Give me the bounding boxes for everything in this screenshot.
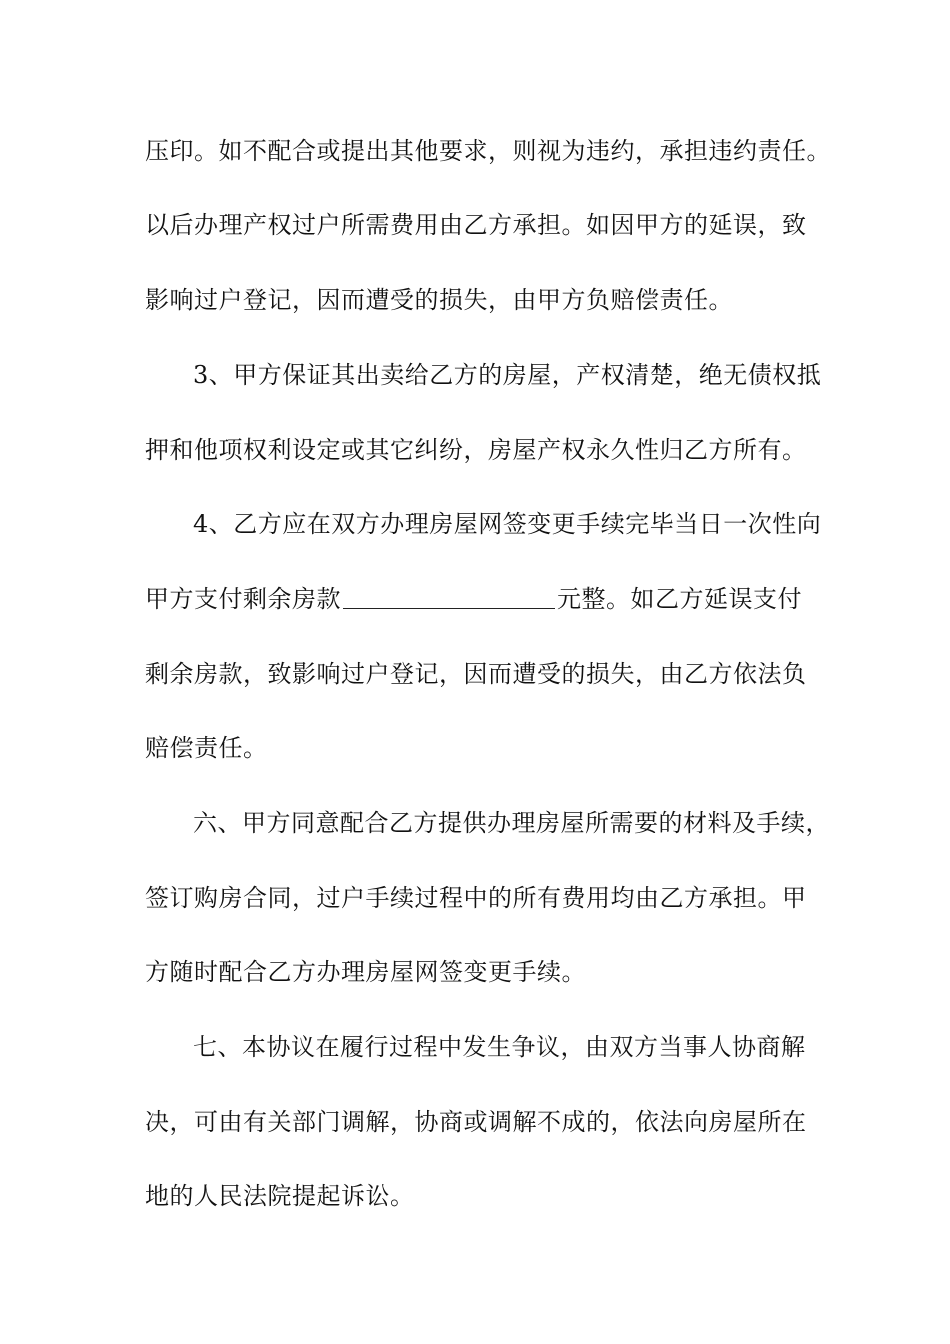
text-line: 压印。如不配合或提出其他要求，则视为违约，承担违约责任。 — [145, 137, 831, 165]
text-line: 方随时配合乙方办理房屋网签变更手续。 — [145, 958, 586, 986]
amount-blank — [343, 586, 555, 609]
text-line: 地的人民法院提起诉讼。 — [145, 1182, 415, 1210]
payment-text-before: 甲方支付剩余房款 — [145, 585, 341, 613]
clause-4-line: 4、乙方应在双方办理房屋网签变更手续完毕当日一次性向 — [193, 510, 822, 538]
text-line: 签订购房合同，过户手续过程中的所有费用均由乙方承担。甲 — [145, 884, 807, 912]
text-line: 影响过户登记，因而遭受的损失，由甲方负赔偿责任。 — [145, 286, 733, 314]
payment-text-after: 元整。如乙方延误支付 — [557, 585, 802, 613]
text-line: 决，可由有关部门调解，协商或调解不成的，依法向房屋所在 — [145, 1108, 807, 1136]
clause-6-line: 六、甲方同意配合乙方提供办理房屋所需要的材料及手续， — [193, 809, 830, 837]
text-line: 赔偿责任。 — [145, 734, 268, 762]
payment-line — [145, 584, 802, 614]
text-line: 剩余房款，致影响过户登记，因而遭受的损失，由乙方依法负 — [145, 660, 807, 688]
clause-3-line: 3、甲方保证其出卖给乙方的房屋，产权清楚，绝无债权抵 — [193, 361, 822, 389]
clause-7-line: 七、本协议在履行过程中发生争议，由双方当事人协商解 — [193, 1033, 806, 1061]
text-line: 押和他项权利设定或其它纠纷，房屋产权永久性归乙方所有。 — [145, 436, 807, 464]
text-line: 以后办理产权过户所需费用由乙方承担。如因甲方的延误，致 — [145, 211, 807, 239]
